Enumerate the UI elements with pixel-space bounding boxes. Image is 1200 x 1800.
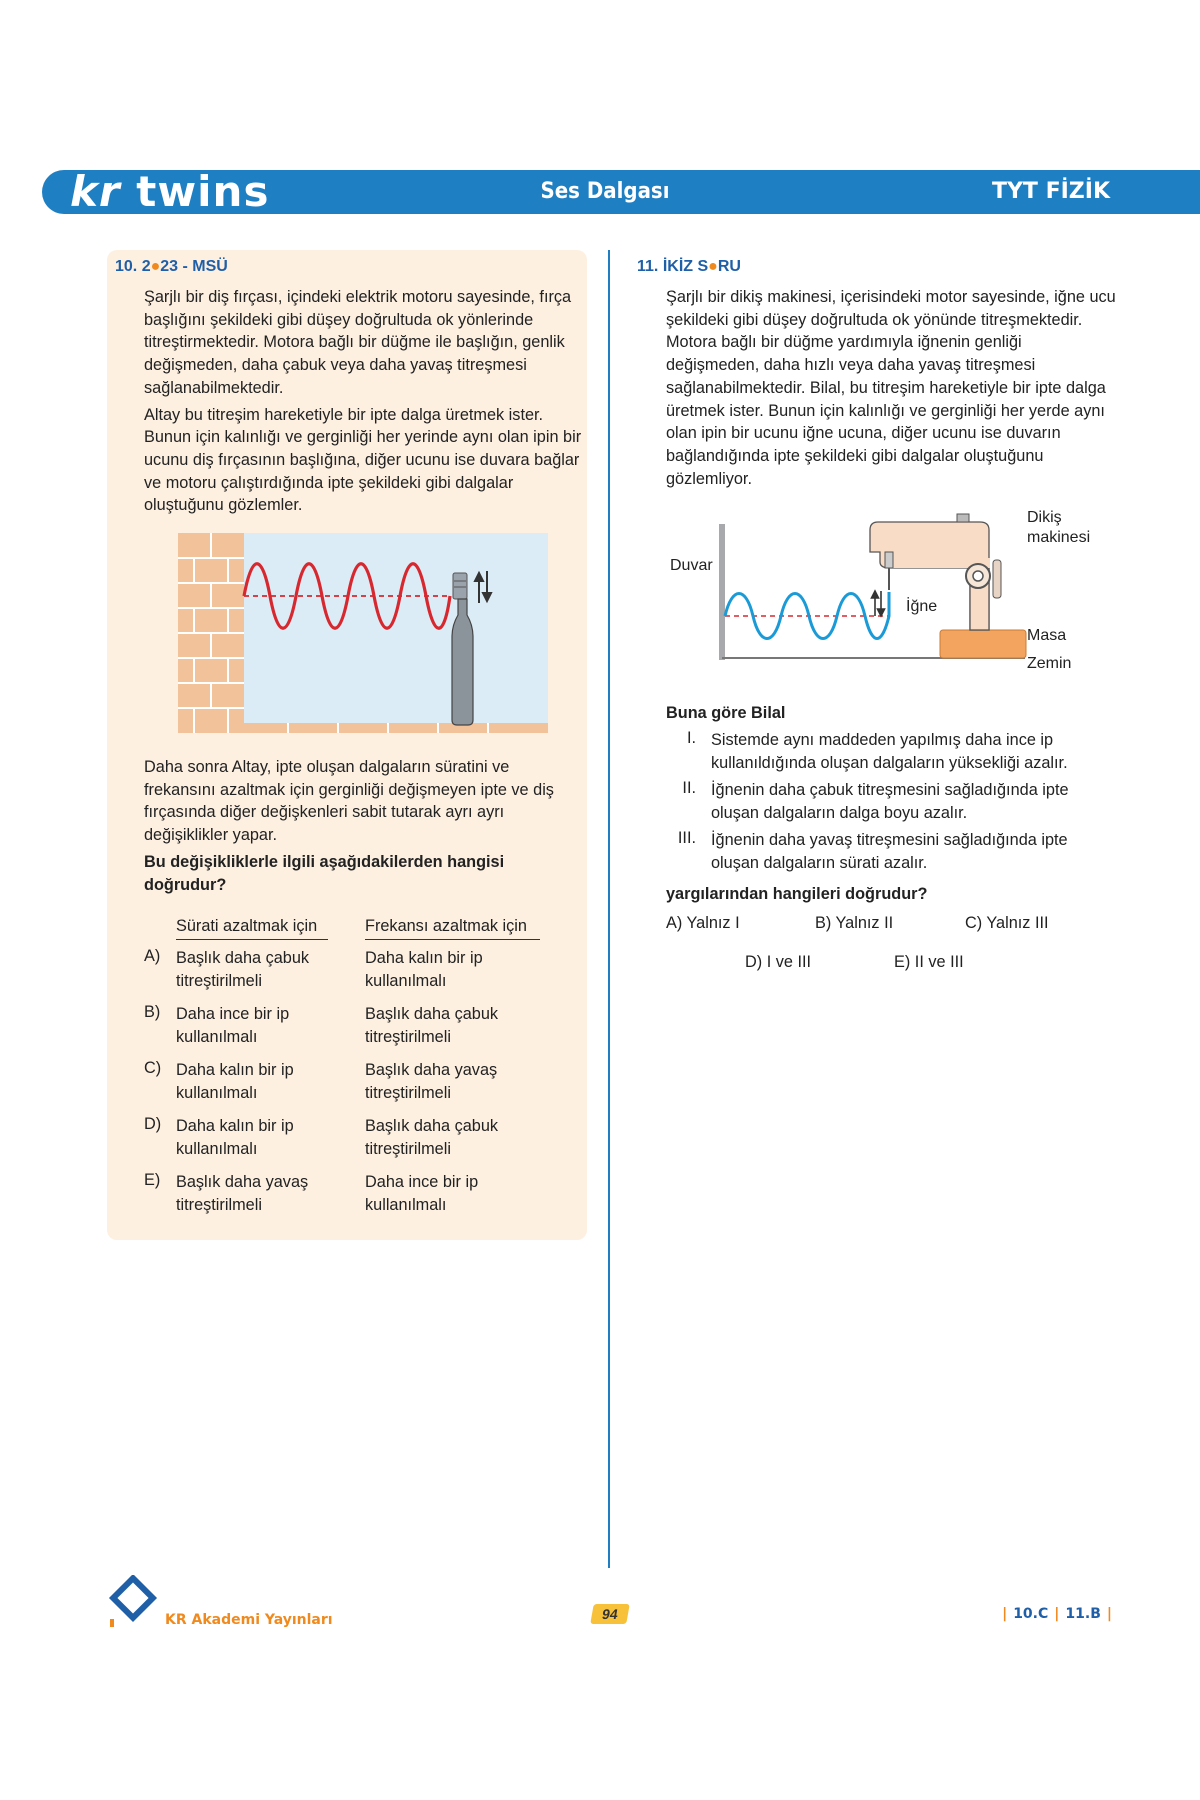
option-frequency-cell: Daha ince bir ip kullanılmalı	[365, 1173, 479, 1214]
label-wall: Duvar	[670, 557, 713, 574]
statement-i: Sistemde aynı maddeden yapılmış daha ince ip kullanıldığında oluşan dalgaların yüksekliği azalır.	[711, 731, 1068, 772]
twin-question-o-icon: ●	[708, 258, 718, 275]
option-speed-cell: Başlık daha çabuk titreştirilmeli	[176, 949, 310, 990]
answer-11: 11.B	[1065, 1606, 1101, 1622]
q10-question: Bu değişikliklerle ilgili aşağıdakilerden hangisi doğrudur?	[144, 852, 505, 894]
question-11-lead: Buna göre Bilal	[666, 704, 786, 722]
option-letter: B)	[144, 1003, 161, 1021]
option-speed-cell: Başlık daha yavaş titreştirilmeli	[176, 1173, 309, 1214]
question-11-header: 11. İKİZ S●RU	[637, 258, 741, 275]
statement-number: I.	[686, 729, 696, 747]
question-10-text	[144, 286, 584, 521]
q10-paragraph-3: Daha sonra Altay, ipte oluşan dalgaların süratini ve frekansını azaltmak için gerginliği değişmeyen ipte ve diş fırçasında diğer değişkenleri sabit tutarak ayrı ayrı değişiklikler yapar.	[144, 758, 554, 845]
question-11-prompt: yargılarından hangileri doğrudur?	[666, 885, 928, 903]
statement-ii: İğnenin daha çabuk titreşmesini sağladığında ipte oluşan dalgaların dalga boyu azalır.	[711, 781, 1069, 822]
choice-d[interactable]: D) I ve III	[745, 953, 812, 971]
option-speed-cell: Daha kalın bir ip kullanılmalı	[176, 1061, 294, 1102]
column-header-frequency: Frekansı azaltmak için	[365, 917, 540, 940]
statement-number: III.	[677, 829, 696, 847]
option-speed-cell: Daha ince bir ip kullanılmalı	[176, 1005, 290, 1046]
option-frequency-cell: Başlık daha çabuk titreştirilmeli	[365, 1005, 499, 1046]
page-title: Ses Dalgası	[540, 179, 670, 204]
year-zero-icon: ●	[150, 258, 161, 275]
label-needle: İğne	[906, 598, 938, 615]
label-machine: makinesi	[1027, 529, 1091, 546]
label-table: Masa	[1027, 627, 1067, 644]
label-sewing: Dikiş	[1027, 509, 1062, 526]
vibration-arrows-icon	[872, 591, 885, 616]
q10-paragraph-2: Altay bu titreşim hareketiyle bir ipte dalga üretmek ister. Bunun için kalınlığı ve gerginliği her yerinde aynı olan ipin bir ucunu diş fırçasının başlığına, diğer ucunu ise duvara bağlar ve motoru çalıştırdığında ipte şekildeki gibi dalgalar oluştuğunu gözlemler.	[144, 405, 582, 515]
choice-b[interactable]: B) Yalnız II	[815, 914, 894, 932]
label-floor: Zemin	[1027, 655, 1072, 672]
publisher-logo-icon	[106, 1575, 160, 1629]
q10-paragraph-1: Şarjlı bir diş fırçası, içindeki elektrik motoru sayesinde, fırça başlığını şekildeki gibi düşey doğrultuda ok yönlerinde titreştirmektedir. Motora bağlı bir düğme ile başlığın, genlik değişmeden, daha çabuk veya daha yavaş titreşmesi sağlanabilmektedir.	[144, 288, 572, 397]
sewing-machine-wave-figure	[665, 500, 1115, 680]
option-letter: A)	[144, 947, 161, 965]
toothbrush-wave-figure	[178, 533, 548, 733]
option-speed-cell: Daha kalın bir ip kullanılmalı	[176, 1117, 294, 1158]
option-letter: C)	[144, 1059, 162, 1077]
page-number: 94	[590, 1604, 630, 1624]
answer-10: 10.C	[1013, 1606, 1049, 1622]
option-frequency-cell: Başlık daha yavaş titreştirilmeli	[365, 1061, 498, 1102]
question-11-text: Şarjlı bir dikiş makinesi, içerisindeki motor sayesinde, iğne ucu şekildeki gibi düşey doğrultuda ok yönünde titreşmektedir. Motora bağlı bir düğme yardımıyla iğnenin genliği değişmeden, daha hızlı veya daha yavaş titreşmesi sağlanabilmektedir. Bilal, bu titreşim hareketiyle bir ipte dalga üretmek ister. Bunun için kalınlığı ve gerginliği her yerde aynı olan ipin bir ucunu iğne ucuna, diğer ucunu ise duvarın bağlandığında ipte şekildeki gibi dalgalar oluştuğunu gözlemliyor.	[666, 288, 1116, 488]
option-frequency-cell: Başlık daha çabuk titreştirilmeli	[365, 1117, 499, 1158]
brand-logo: kr twins	[70, 167, 270, 216]
statement-number: II.	[682, 779, 696, 797]
option-letter: E)	[144, 1171, 161, 1189]
choice-e[interactable]: E) II ve III	[894, 953, 964, 971]
choice-a[interactable]: A) Yalnız I	[666, 914, 740, 932]
question-10-followup	[144, 756, 584, 900]
column-header-speed: Sürati azaltmak için	[176, 917, 328, 940]
option-frequency-cell: Daha kalın bir ip kullanılmalı	[365, 949, 483, 990]
publisher-name: KR Akademi Yayınları	[165, 1612, 333, 1628]
option-letter: D)	[144, 1115, 162, 1133]
choice-c[interactable]: C) Yalnız III	[965, 914, 1049, 932]
column-divider	[608, 250, 610, 1568]
subject-label: TYT FİZİK	[991, 179, 1110, 204]
wall	[719, 524, 725, 660]
question-10-header: 10. 2●23 - MSÜ	[115, 258, 228, 275]
sewing-machine-icon	[870, 514, 1026, 658]
answer-key: | 10.C | 11.B |	[1002, 1606, 1112, 1622]
statement-iii: İğnenin daha yavaş titreşmesini sağladığında ipte oluşan dalgaların sürati azalır.	[711, 831, 1068, 872]
